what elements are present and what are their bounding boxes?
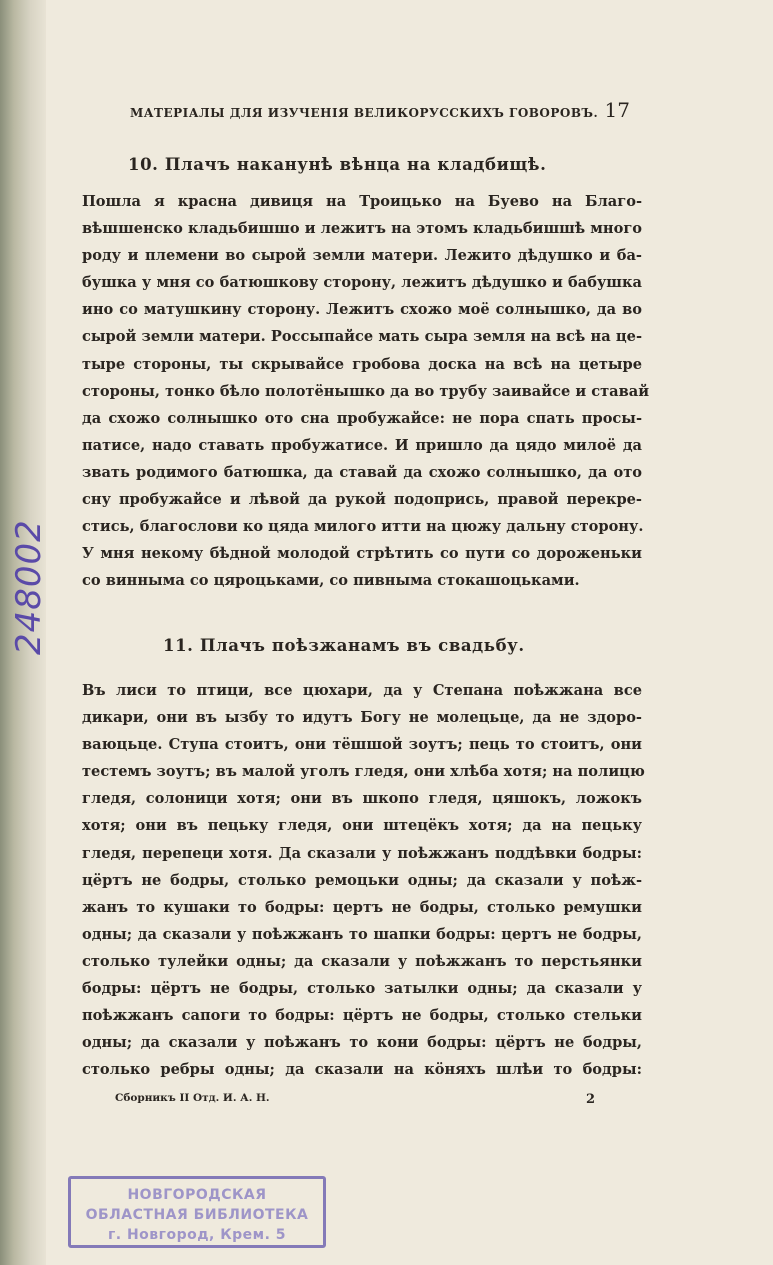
library-stamp xyxy=(68,1176,326,1248)
text-line: Пошла я красна дивиця на Троицько на Буево на Благо- xyxy=(82,193,642,210)
text-line: бодры: цёртъ не бодры, столько затылки одны; да сказали у xyxy=(82,980,642,998)
text-line: вѣшшенско кладьбишшо и лежитъ на этомъ кладьбишшѣ много xyxy=(82,220,642,238)
signature-mark: 2 xyxy=(585,1092,595,1107)
text-line: дикари, они въ ызбу то идутъ Богу не молецьце, да не здоро- xyxy=(82,709,642,727)
page-header xyxy=(130,98,630,122)
handwritten-inventory-number: 248002 xyxy=(9,519,49,655)
text-line: Въ лиси то птици, все цюхари, да у Степана поѣжжана все xyxy=(82,682,642,699)
text-line: одны; да сказали у поѣжжанъ то шапки бодры: цертъ не бодры, xyxy=(82,925,642,943)
text-line: хотя; они въ пецьку гледя, они штецёкъ хотя; да на пецьку xyxy=(82,817,642,835)
text-line: тыре стороны, ты скрывайсе гробова доска на всѣ на цетыре xyxy=(82,355,642,373)
section-title-11: 11. Плачъ поѣзжанамъ въ свадьбу. xyxy=(163,636,525,655)
text-line: роду и племени во сырой земли матери. Лежито дѣдушко и ба- xyxy=(82,247,642,265)
page-number: 17 xyxy=(604,98,630,122)
text-line: сну пробужайсе и лѣвой да рукой подопрись, правой перекре- xyxy=(82,491,642,509)
text-line: да схожо солнышко ото сна пробужайсе: не пора спать просы- xyxy=(82,409,642,427)
text-line: со винныма со цяроцьками, со пивныма стокашоцьками. xyxy=(82,572,580,590)
page-footer xyxy=(115,1092,595,1107)
text-line: ваюцьце. Ступа стоитъ, они тёшшой зоутъ; пець то стоитъ, они xyxy=(82,736,642,754)
text-line: У мня некому бѣдной молодой стрѣтить со пути со дороженьки xyxy=(82,545,642,563)
text-line: гледя, перепеци хотя. Да сказали у поѣжжанъ поддѣвки бодры: xyxy=(82,844,642,862)
text-line: жанъ то кушаки то бодры: цертъ не бодры, столько ремушки xyxy=(82,898,642,916)
section-11-text xyxy=(82,677,645,1083)
footer-source: Сборникъ II Отд. И. А. Н. xyxy=(115,1092,270,1104)
running-title: МАТЕРІАЛЫ ДЛЯ ИЗУЧЕНІЯ ВЕЛИКОРУССКИХЪ ГОВОРОВЪ. xyxy=(130,106,599,120)
text-line: поѣжжанъ сапоги то бодры: цёртъ не бодры, столько стельки xyxy=(82,1007,642,1025)
text-line: сырой земли матери. Россыпайсе мать сыра земля на всѣ на це- xyxy=(82,328,642,346)
text-line: стороны, тонко бѣло полотёнышко да во трубу заивайсе и ставай xyxy=(82,382,650,400)
section-title-10: 10. Плачъ наканунѣ вѣнца на кладбищѣ. xyxy=(128,155,547,174)
text-line: столько ребры одны; да сказали на кöняхъ шлѣи то бодры: xyxy=(82,1061,642,1079)
text-line: столько тулейки одны; да сказали у поѣжжанъ то перстьянки xyxy=(82,952,642,970)
text-line: стись, благослови ко цяда милого итти на цюжу дальну сторону. xyxy=(82,518,644,536)
text-line: патисе, надо ставать пробужатисе. И пришло да цядо милоё да xyxy=(82,436,642,454)
text-line: тестемъ зоутъ; въ малой уголъ гледя, они хлѣба хотя; на полицю xyxy=(82,763,645,781)
text-line: звать родимого батюшка, да ставай да схожо солнышко, да ото xyxy=(82,463,642,481)
stamp-line-1: НОВГОРОДСКАЯ xyxy=(127,1187,267,1203)
text-line: гледя, солоници хотя; они въ шкопо гледя, цяшокъ, ложокъ xyxy=(82,790,642,808)
text-line: ино со матушкину сторону. Лежитъ схожо моё солнышко, да во xyxy=(82,301,642,319)
text-line: одны; да сказали у поѣжанъ то кони бодры: цёртъ не бодры, xyxy=(82,1034,642,1052)
section-10-text xyxy=(82,188,650,594)
stamp-line-2: ОБЛАСТНАЯ БИБЛИОТЕКА xyxy=(85,1207,309,1223)
stamp-line-3: г. Новгород, Крем. 5 xyxy=(107,1227,287,1243)
text-line: цёртъ не бодры, столько ремоцьки одны; да сказали у поѣж- xyxy=(82,871,642,889)
text-line: бушка у мня со батюшкову сторону, лежитъ дѣдушко и бабушка xyxy=(82,274,642,292)
